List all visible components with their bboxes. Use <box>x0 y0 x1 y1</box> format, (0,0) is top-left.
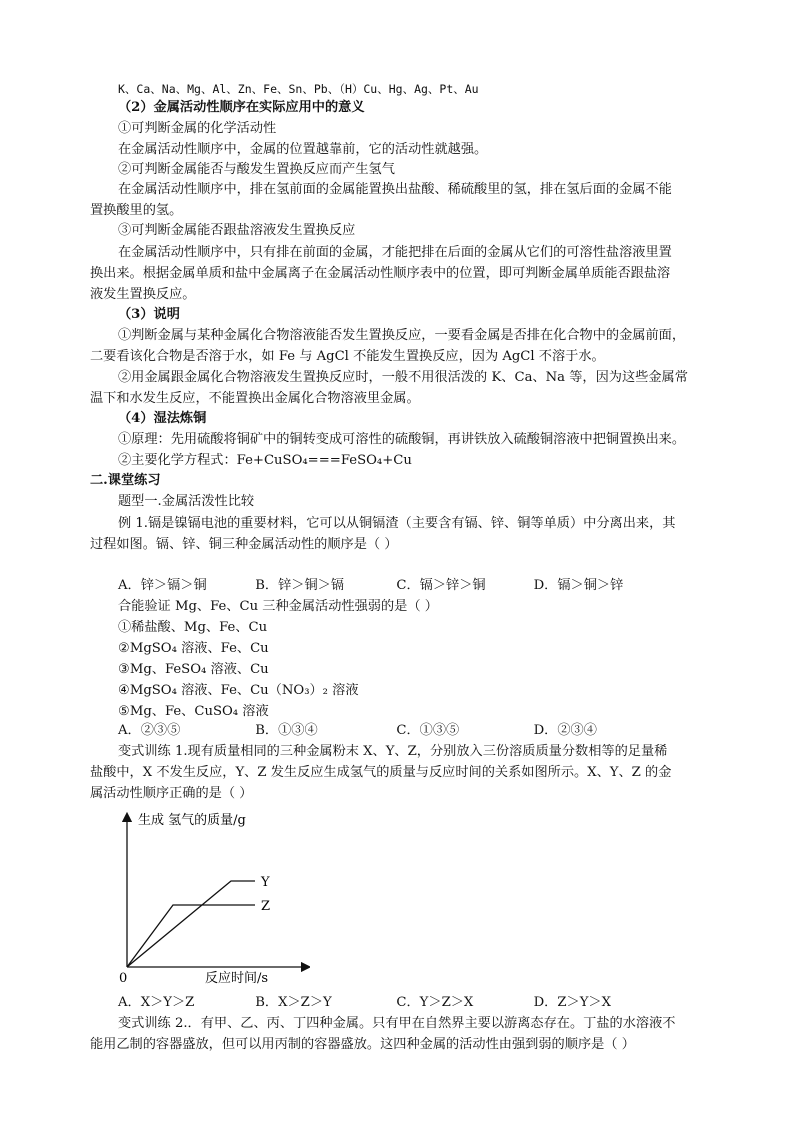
text-line: ①原理：先用硫酸将铜矿中的铜转变成可溶性的硫酸铜，再讲铁放入硫酸铜溶液中把铜置换出来。 <box>118 432 686 447</box>
y-axis-label: 生成 氢气的质量/g <box>138 813 246 828</box>
series-label-y: Y <box>261 875 270 890</box>
q2-options <box>118 722 597 740</box>
hydrogen-mass-chart <box>110 805 310 990</box>
variant-2-text: 变式训练 2.．有甲、乙、丙、丁四种金属。只有甲在自然界主要以游离态存在。丁盐的水溶液不 <box>118 1016 676 1031</box>
series-layer <box>127 875 270 967</box>
text-line: ②用金属跟金属化合物溶液发生置换反应时，一般不用很活泼的 K、Ca、Na 等，因为这些金属常 <box>118 370 688 385</box>
q1-option-d[interactable]: D．镉＞铜＞锌 <box>533 578 624 593</box>
text-line: 在金属活动性顺序中，只有排在前面的金属，才能把排在后面的金属从它们的可溶性盐溶液里置 <box>118 245 672 260</box>
text-line: 置换酸里的氢。 <box>90 203 183 218</box>
text-line: 液发生置换反应。 <box>90 287 196 302</box>
series-label-z: Z <box>261 899 271 914</box>
text-line: 换出来。根据金属单质和盐中金属离子在金属活动性顺序表中的位置，即可判断金属单质能否跟盐溶 <box>90 266 671 281</box>
section-heading-3: （3）说明 <box>118 307 180 322</box>
q2-choice-1: ①稀盐酸、Mg、Fe、Cu <box>118 620 268 635</box>
q2-option-d[interactable]: D．②③④ <box>533 723 597 738</box>
section-heading-2: （2）金属活动性顺序在实际应用中的意义 <box>118 100 365 115</box>
text-line: 在金属活动性顺序中，排在氢前面的金属能置换出盐酸、稀硫酸里的氢，排在氢后面的金属不能 <box>118 182 672 197</box>
variant-1-text: 属活动性顺序正确的是（ ） <box>90 786 253 801</box>
variant-1-text: 盐酸中，X 不发生反应，Y、Z 发生反应生成氢气的质量与反应时间的关系如图所示。X、Y、Z 的金 <box>90 765 672 780</box>
q2-choice-4: ④MgSO₄ 溶液、Fe、Cu（NO₃）₂ 溶液 <box>118 683 359 698</box>
q2-option-a[interactable]: A．②③⑤ <box>118 723 181 738</box>
text-line: 二要看该化合物是否溶于水，如 Fe 与 AgCl 不能发生置换反应，因为 AgCl 不溶于水。 <box>90 349 605 364</box>
q2-choice-3: ③Mg、FeSO₄ 溶液、Cu <box>118 662 269 677</box>
section-heading-practice: 二.课堂练习 <box>90 473 161 488</box>
section-heading-4: （4）湿法炼铜 <box>118 411 207 426</box>
text-line: ③可判断金属能否跟盐溶液发生置换反应 <box>118 223 356 238</box>
q1-option-a[interactable]: A．锌＞镉＞铜 <box>118 578 207 593</box>
example-1-text: 例 1.镉是镍镉电池的重要材料，它可以从铜镉渣（主要含有镉、锌、铜等单质）中分离出来，其 <box>118 516 676 531</box>
series-line-y <box>127 881 255 967</box>
q3-option-a[interactable]: A．X＞Y＞Z <box>118 995 195 1010</box>
text-line: ①判断金属与某种金属化合物溶液能否发生置换反应，一要看金属是否排在化合物中的金属前面， <box>118 328 686 343</box>
text-line: ①可判断金属的化学活动性 <box>118 121 277 136</box>
q3-option-c[interactable]: C．Y＞Z＞X <box>396 995 474 1010</box>
q1-option-b[interactable]: B．锌＞铜＞镉 <box>255 578 345 593</box>
q2-choice-2: ②MgSO₄ 溶液、Fe、Cu <box>118 641 269 656</box>
text-line: ②可判断金属能否与酸发生置换反应而产生氢气 <box>118 162 395 177</box>
variant-1-text: 变式训练 1.现有质量相同的三种金属粉末 X、Y、Z，分别放入三份溶质质量分数相等的足量稀 <box>118 744 668 759</box>
q2-choice-5: ⑤Mg、Fe、CuSO₄ 溶液 <box>118 704 269 719</box>
question-2-text: 合能验证 Mg、Fe、Cu 三种金属活动性强弱的是（ ） <box>118 599 438 614</box>
q1-option-c[interactable]: C．镉＞锌＞铜 <box>396 578 486 593</box>
equation-line: ②主要化学方程式：Fe+CuSO₄===FeSO₄+Cu <box>118 453 412 468</box>
x-axis-label: 反应时间/s <box>205 971 269 986</box>
origin-label: 0 <box>119 971 128 986</box>
q3-options <box>118 994 611 1012</box>
q2-option-c[interactable]: C．①③⑤ <box>396 723 460 738</box>
example-1-text: 过程如图。镉、锌、铜三种金属活动性的顺序是（ ） <box>90 537 398 552</box>
text-line: 在金属活动性顺序中，金属的位置越靠前，它的活动性就越强。 <box>118 142 488 157</box>
q3-option-d[interactable]: D．Z＞Y＞X <box>533 995 612 1010</box>
variant-2-text: 能用乙制的容器盛放，但可以用丙制的容器盛放。这四种金属的活动性由强到弱的顺序是（ ） <box>90 1037 635 1052</box>
text-line: 温下和水发生反应，不能置换出金属化合物溶液里金属。 <box>90 391 420 406</box>
activity-series-line: K、Ca、Na、Mg、Al、Zn、Fe、Sn、Pb、（H）Cu、Hg、Ag、Pt、Au <box>118 82 479 96</box>
q2-option-b[interactable]: B．①③④ <box>255 723 318 738</box>
q1-options <box>118 577 623 595</box>
question-type-heading: 题型一.金属活泼性比较 <box>118 494 255 509</box>
q3-option-b[interactable]: B．X＞Z＞Y <box>255 995 332 1010</box>
